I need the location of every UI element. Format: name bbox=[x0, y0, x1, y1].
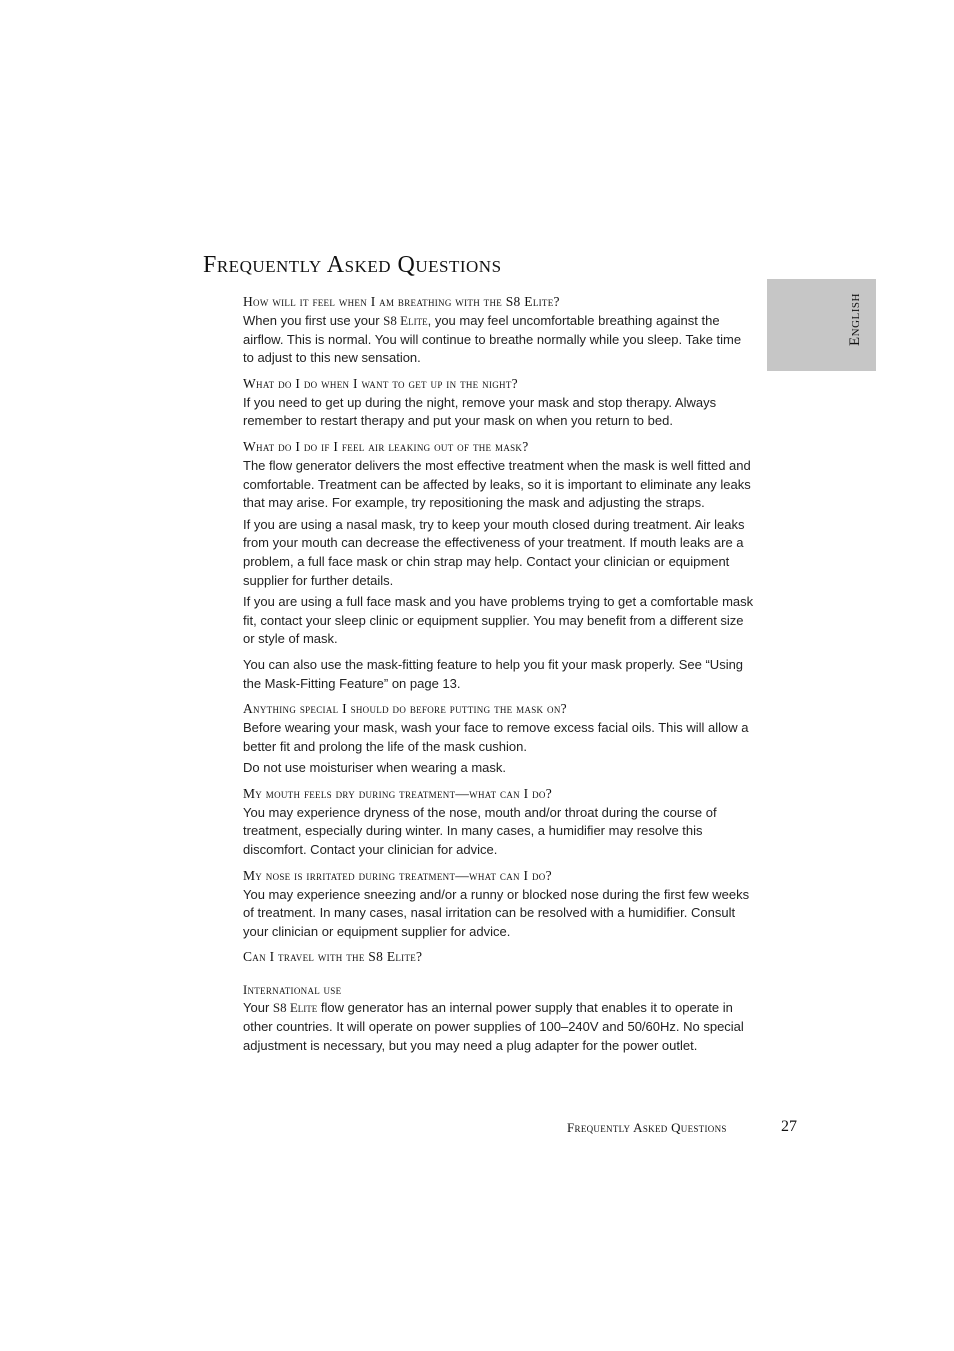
language-tab bbox=[767, 279, 876, 371]
faq-answer-travel bbox=[243, 999, 755, 1055]
faq-question-travel: Can I travel with the S8 Elite? bbox=[243, 949, 423, 965]
faq-section bbox=[243, 292, 755, 1055]
product-name: S8 Elite bbox=[272, 1000, 318, 1016]
faq-question-feel: How will it feel when I am breathing with the S8 Elite? bbox=[243, 294, 560, 309]
faq-question-night: What do I do when I want to get up in the night? bbox=[243, 375, 518, 391]
answer-text: flow generator has an internal power supply that enables it to operate in other countries. It will operate on power supplies of 100–240V and 50/60Hz. No special adjustment is necessary, but you may need a plug adapter for the power outlet. bbox=[243, 1000, 744, 1053]
page-number: 27 bbox=[781, 1118, 797, 1135]
product-name: S8 Elite bbox=[383, 313, 428, 328]
faq-question-leak: What do I do if I feel air leaking out of the mask? bbox=[243, 438, 529, 454]
language-tab-label: English bbox=[847, 293, 863, 346]
faq-answer-leak-2: If you are using a nasal mask, try to keep your mouth closed during treatment. Air leaks from your mouth can decrease the effectiveness of your treatment. If mouth leaks are a problem, a full face mask or chin strap may help. Contact your clinician or equipment supplier for further details. bbox=[243, 516, 745, 588]
faq-question-nose: My nose is irritated during treatment—what can I do? bbox=[243, 867, 552, 883]
faq-subheading-international: International use bbox=[243, 983, 342, 998]
faq-answer-before-mask-2: Do not use moisturiser when wearing a mask. bbox=[243, 760, 507, 776]
footer-section-title: Frequently Asked Questions bbox=[567, 1120, 727, 1135]
faq-answer-leak-4: You can also use the mask-fitting feature to help you fit your mask properly. See “Using the Mask-Fitting Feature” on page 13. bbox=[243, 656, 744, 691]
faq-answer-feel bbox=[243, 312, 755, 368]
faq-answer-nose: You may experience sneezing and/or a runny or blocked nose during the first few weeks of treatment. In many cases, nasal irritation can be resolved with a humidifier. Consult your clinician or equipment supplier for advice. bbox=[243, 886, 750, 939]
faq-question-before-mask: Anything special I should do before putting the mask on? bbox=[243, 701, 567, 717]
faq-answer-before-mask-1: Before wearing your mask, wash your face to remove excess facial oils. This will allow a better fit and prolong the life of the mask cushion. bbox=[243, 720, 749, 754]
faq-question-dry-mouth: My mouth feels dry during treatment—what can I do? bbox=[243, 785, 552, 801]
faq-answer-leak-1: The flow generator delivers the most effective treatment when the mask is well fitted and comfortable. Treatment can be affected by leaks, so it is important to eliminate any leaks that may arise. For example, try repositioning the mask and adjusting the straps. bbox=[243, 457, 751, 511]
page-title: Frequently Asked Questions bbox=[203, 252, 502, 278]
faq-answer-night: If you need to get up during the night, remove your mask and stop therapy. Always remember to restart therapy and put your mask on when you return to bed. bbox=[243, 394, 717, 429]
faq-answer-leak-3: If you are using a full face mask and you have problems trying to get a comfortable mask fit, contact your sleep clinic or equipment supplier. You may benefit from a different size or style of mask. bbox=[243, 594, 754, 647]
answer-text: , you may feel uncomfortable breathing against the airflow. This is normal. You will continue to breathe normally while you sleep. Take time to adjust to this new sensation. bbox=[243, 313, 742, 366]
answer-text: Your bbox=[243, 1000, 273, 1016]
faq-answer-dry-mouth: You may experience dryness of the nose, mouth and/or throat during the course of treatment, especially during winter. In many cases, a humidifier may resolve this discomfort. Contact your clinician for advice. bbox=[243, 804, 717, 858]
answer-text: When you first use your bbox=[243, 313, 384, 328]
